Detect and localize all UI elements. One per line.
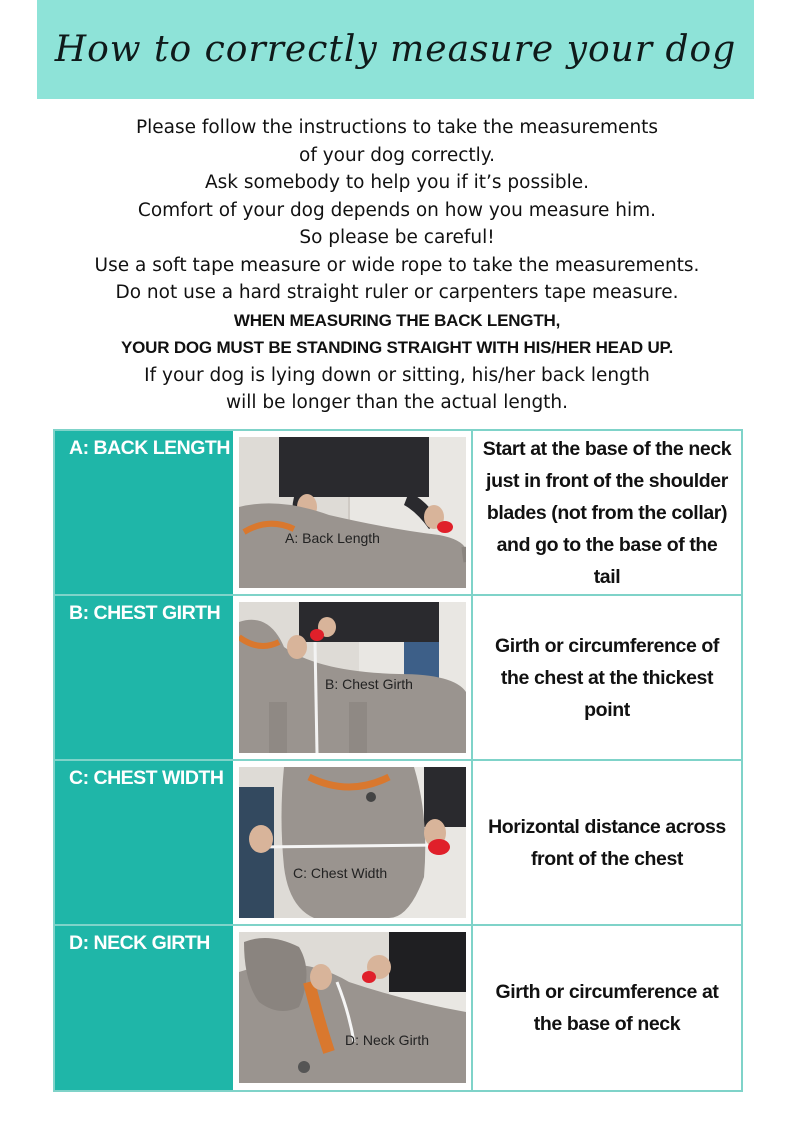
- measurement-row-back-length: [55, 431, 741, 596]
- instruction-line: Comfort of your dog depends on how you measure him.: [137, 199, 657, 221]
- chest-width-illustration: [239, 767, 466, 918]
- measurement-label: D: NECK GIRTH: [69, 932, 210, 954]
- instruction-line: Do not use a hard straight ruler or carpenters tape measure.: [115, 282, 679, 303]
- description-cell: [473, 926, 741, 1090]
- instruction-warning-line: YOUR DOG MUST BE STANDING STRAIGHT WITH HIS/HER HEAD UP.: [120, 338, 674, 357]
- chest-width-photo: [239, 767, 466, 918]
- instructions-block: [40, 114, 754, 417]
- photo-caption: A: Back Length: [285, 530, 380, 546]
- photo-cell: [233, 926, 473, 1090]
- instruction-line: Ask somebody to help you if it’s possible.: [204, 172, 590, 193]
- neck-girth-photo: [239, 932, 466, 1083]
- photo-caption: D: Neck Girth: [345, 1032, 430, 1048]
- photo-caption: B: Chest Girth: [325, 676, 413, 692]
- photo-cell: [233, 596, 473, 759]
- measurement-description: Horizontal distance across front of the chest: [488, 815, 726, 870]
- instruction-line: Please follow the instructions to take the measurements: [135, 117, 659, 138]
- measurement-row-neck-girth: [55, 926, 741, 1090]
- measurement-label: B: CHEST GIRTH: [69, 602, 221, 624]
- measurement-label: A: BACK LENGTH: [69, 437, 230, 459]
- measurement-description: Girth or circumference of the chest at the thickest point: [494, 634, 720, 721]
- back-length-photo: [239, 437, 466, 588]
- instruction-warning-line: WHEN MEASURING THE BACK LENGTH,: [233, 310, 561, 330]
- page-title: How to correctly measure your dog: [54, 29, 737, 70]
- photo-caption: C: Chest Width: [293, 865, 388, 881]
- photo-cell: [233, 431, 473, 594]
- measurement-label: C: CHEST WIDTH: [69, 767, 224, 789]
- description-cell: [473, 596, 741, 759]
- neck-girth-illustration: [239, 932, 466, 1083]
- measurement-table: [53, 429, 743, 1092]
- measurement-row-chest-width: [55, 761, 741, 926]
- instruction-line: So please be careful!: [299, 227, 495, 248]
- measurement-label-cell: [55, 761, 233, 924]
- measurement-row-chest-girth: [55, 596, 741, 761]
- measurement-description: Start at the base of the neck just in front of the shoulder blades (not from the collar) and go to the base of the tail: [482, 437, 732, 588]
- back-length-illustration: [239, 437, 466, 588]
- photo-cell: [233, 761, 473, 924]
- instruction-line: of your dog correctly.: [299, 144, 495, 166]
- instruction-line: If your dog is lying down or sitting, his/her back length: [144, 364, 650, 386]
- measurement-label-cell: [55, 596, 233, 759]
- measurement-label-cell: [55, 926, 233, 1090]
- title-banner: [37, 0, 754, 99]
- instruction-line: will be longer than the actual length.: [225, 392, 569, 413]
- description-cell: [473, 431, 741, 594]
- description-cell: [473, 761, 741, 924]
- measurement-description: Girth or circumference at the base of neck: [495, 981, 719, 1035]
- instruction-line: Use a soft tape measure or wide rope to take the measurements.: [94, 254, 700, 276]
- measurement-label-cell: [55, 431, 233, 594]
